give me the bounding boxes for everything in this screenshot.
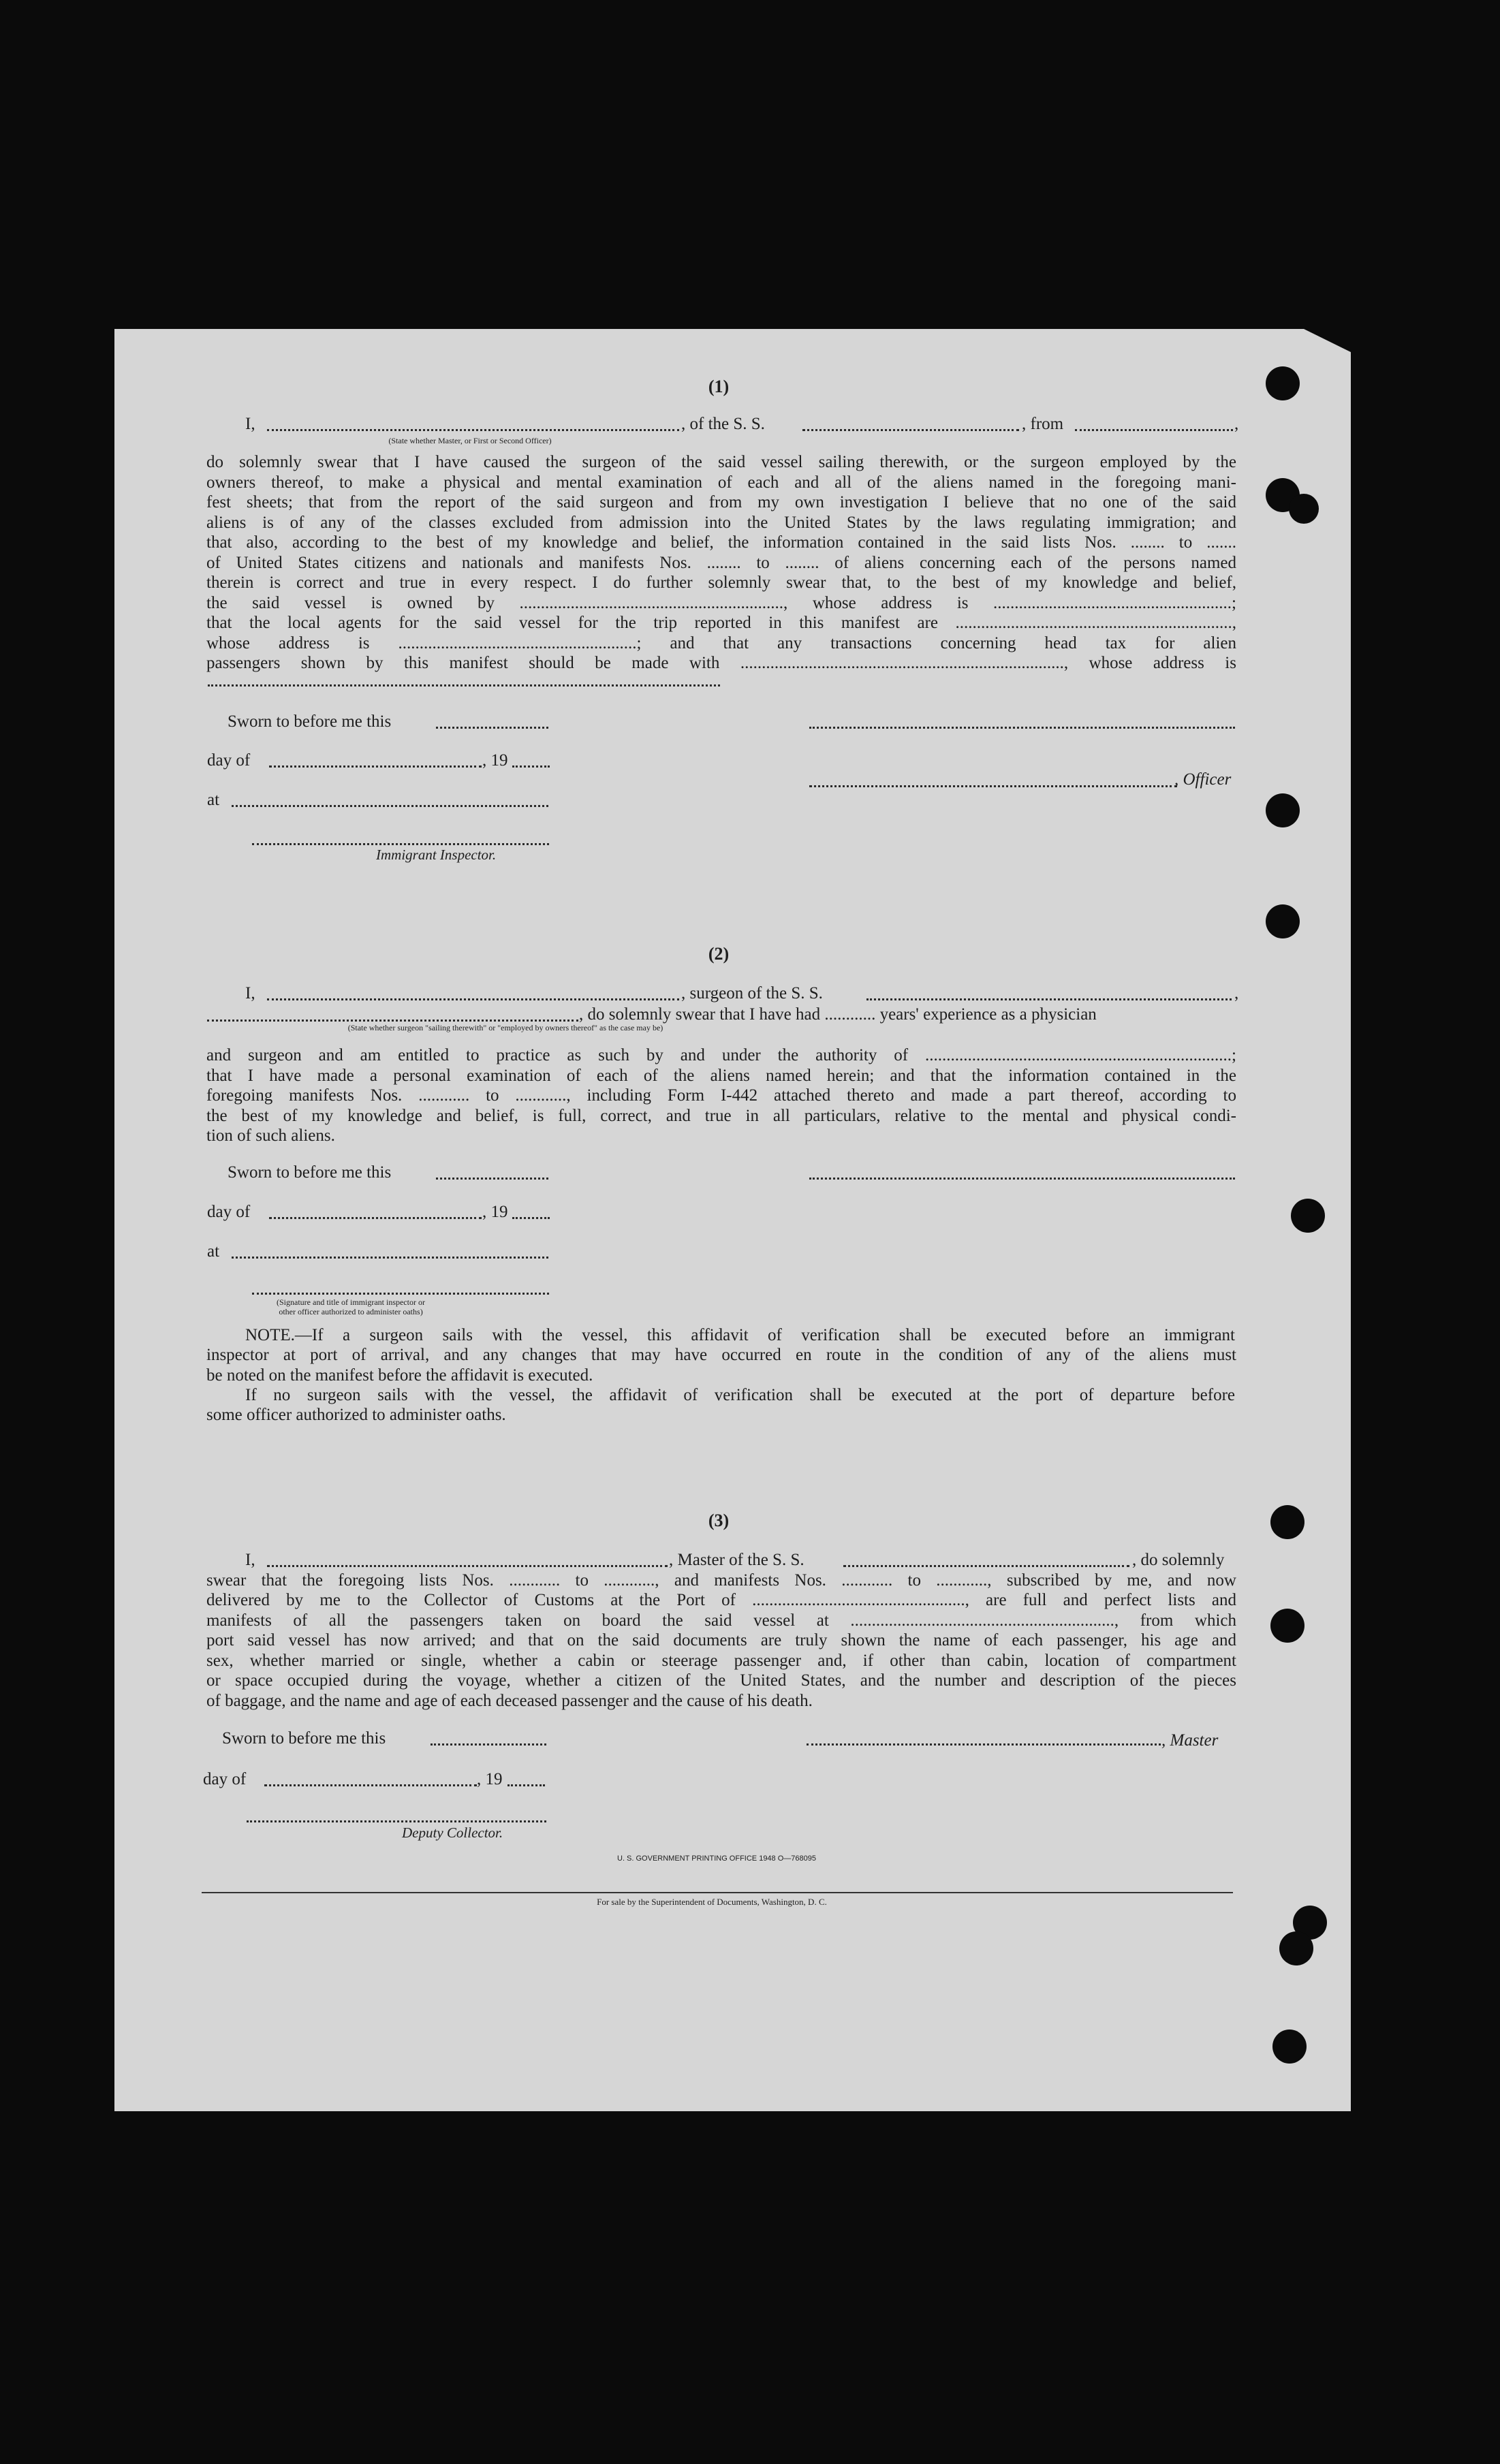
body-line: that I have made a personal examination of each of the aliens named herein; and that the information contained in the [206,1067,1236,1085]
body-line: delivered by me to the Collector of Customs at the Port of .................................................., are full and perfect lists and [206,1591,1236,1609]
sworn-label: Sworn to before me this [222,1729,386,1748]
officer-name-field[interactable] [267,429,679,431]
vessel-name-field[interactable] [802,429,1019,431]
officer-rank-caption: (State whether Master, or First or Second Officer) [388,436,552,445]
body-line: the best of my knowledge and belief, is full, correct, and true in all particulars, relative to the mental and physical condi- [206,1107,1236,1125]
signature-caption: other officer authorized to administer oaths) [279,1307,423,1316]
year-field[interactable] [512,1217,550,1219]
body-line: that also, according to the best of my knowledge and belief, the information contained in the said lists Nos. ........ to ....... [206,533,1236,552]
year-field[interactable] [507,1784,545,1786]
body-line: the said vessel is owned by .............................................................., whose address is ........................................................; [206,594,1236,612]
body-line: that the local agents for the said vessel for the trip reported in this manifest are ................................................................., [206,614,1236,632]
officer-signature-line-2[interactable] [809,785,1177,787]
body-line: of baggage, and the name and age of each deceased passenger and the cause of his death. [206,1692,813,1710]
from-label: , from [1022,415,1064,433]
surgeon-status-field[interactable] [207,1020,578,1022]
body-line: whose address is ........................................................; and that any transactions concerning head tax for alien [206,634,1236,652]
section-3-heading: (3) [708,1511,730,1530]
note-line: NOTE.—If a surgeon sails with the vessel, this affidavit of verification shall be executed before an immigrant [245,1326,1235,1344]
at-place-field[interactable] [232,1257,548,1259]
section-2-heading: (2) [708,944,730,964]
year-prefix: , 19 [482,1203,508,1221]
deputy-collector-title: Deputy Collector. [402,1825,503,1841]
line-end-comma: , [1234,415,1239,433]
body-line: sex, whether married or single, whether a cabin or steerage passenger and, if other than cabin, location of compartment [206,1652,1236,1670]
oath-i: I, [245,984,255,1002]
day-of-label: day of [207,1203,251,1221]
body-line: do solemnly swear that I have caused the surgeon of the said vessel sailing therewith, or the surgeon employed by the [206,453,1236,471]
body-line: tion of such aliens. [206,1126,335,1145]
year-prefix: , 19 [482,751,508,770]
body-line: passengers shown by this manifest should be made with ............................................................................, whose address is [206,654,1236,672]
sworn-label: Sworn to before me this [228,712,392,731]
section-1-heading: (1) [708,377,730,396]
month-field[interactable] [264,1784,477,1786]
footer-rule [202,1892,1233,1893]
body-line: of United States citizens and nationals and manifests Nos. ........ to ........ of aliens concerning each of the persons named [206,554,1236,572]
note-line: inspector at port of arrival, and any changes that may have occurred en route in the condition of any of the aliens must [206,1346,1236,1364]
officer-title: , Officer [1174,770,1232,789]
oath-i: I, [245,415,255,433]
do-solemnly-label: , do solemnly [1132,1551,1225,1569]
surgeon-status-caption: (State whether surgeon "sailing therewith" or "employed by owners thereof" as the case may be) [347,1023,663,1032]
body-line: swear that the foregoing lists Nos. ............ to ............, and manifests Nos. ............ to ............, subscribed by me, and now [206,1571,1236,1590]
punch-hole [1291,1199,1325,1233]
sworn-label: Sworn to before me this [228,1163,392,1182]
year-prefix: , 19 [477,1770,503,1788]
body-line: aliens is of any of the classes excluded from admission into the United States by the laws regulating immigration; and [206,514,1236,532]
day-of-label: day of [207,751,251,770]
year-field[interactable] [512,765,550,768]
years-experience-line: , do solemnly swear that I have had ............ years' experience as a physician [579,1005,1097,1024]
master-signature-line[interactable] [807,1743,1161,1746]
punch-hole [1266,793,1300,827]
sworn-date-field[interactable] [436,1178,548,1180]
punch-hole [1272,2029,1307,2064]
body-line: fest sheets; that from the report of the said surgeon and from my own investigation I believe that no one of the said [206,493,1236,511]
at-label: at [207,1242,220,1261]
sale-notice: For sale by the Superintendent of Documents, Washington, D. C. [597,1897,827,1907]
note-line: some officer authorized to administer oaths. [206,1406,506,1424]
inspector-title: Immigrant Inspector. [376,847,497,863]
body-line: port said vessel has now arrived; and that on the said documents are truly shown the name of each passenger, his age and [206,1631,1236,1649]
body-line: or space occupied during the voyage, whether a citizen of the United States, and the number and description of the pieces [206,1671,1236,1690]
body-line: and surgeon and am entitled to practice as such by and under the authority of ........................................................................; [206,1046,1236,1064]
month-field[interactable] [269,1217,482,1219]
body-line: foregoing manifests Nos. ............ to ............, including Form I-442 attached thereto and made a part thereof, according to [206,1086,1236,1105]
body-line: therein is correct and true in every respect. I do further solemnly swear that, to the best of my knowledge and belief, [206,573,1236,592]
at-place-field[interactable] [232,805,548,807]
surgeon-name-field[interactable] [267,998,679,1000]
note-line: be noted on the manifest before the affidavit is executed. [206,1366,593,1385]
month-field[interactable] [269,765,482,768]
signature-caption: (Signature and title of immigrant inspector or [277,1297,425,1307]
head-tax-address-field[interactable] [208,684,720,686]
printer-imprint: U. S. GOVERNMENT PRINTING OFFICE 1948 O—768095 [617,1854,816,1863]
surgeon-of-ss-label: , surgeon of the S. S. [681,984,823,1002]
master-title: , Master [1161,1731,1219,1750]
oath-i: I, [245,1551,255,1569]
from-port-field[interactable] [1075,429,1233,431]
surgeon-signature-line[interactable] [809,1178,1235,1180]
sworn-date-field[interactable] [436,727,548,729]
punch-hole [1270,1609,1304,1643]
master-of-ss-label: , Master of the S. S. [669,1551,804,1569]
of-the-ss-label: , of the S. S. [681,415,765,433]
punch-hole [1289,494,1319,524]
day-of-label: day of [203,1770,247,1788]
note-line: If no surgeon sails with the vessel, the affidavit of verification shall be executed at the port of departure before [245,1386,1235,1404]
officer-signature-line-1[interactable] [809,727,1235,729]
vessel-name-field[interactable] [843,1565,1129,1567]
body-line: owners thereof, to make a physical and mental examination of each and all of the aliens named in the foregoing mani- [206,473,1236,492]
line-end-comma: , [1234,984,1239,1002]
punch-hole [1270,1505,1304,1539]
vessel-name-field[interactable] [866,998,1232,1000]
punch-hole [1266,366,1300,400]
punch-hole [1266,904,1300,938]
body-line: manifests of all the passengers taken on board the said vessel at .............................................................., from which [206,1611,1236,1630]
authorized-officer-signature-line[interactable] [252,1293,549,1295]
punch-hole [1279,1931,1313,1965]
at-label: at [207,791,220,809]
master-name-field[interactable] [267,1565,668,1567]
sworn-date-field[interactable] [431,1743,546,1746]
